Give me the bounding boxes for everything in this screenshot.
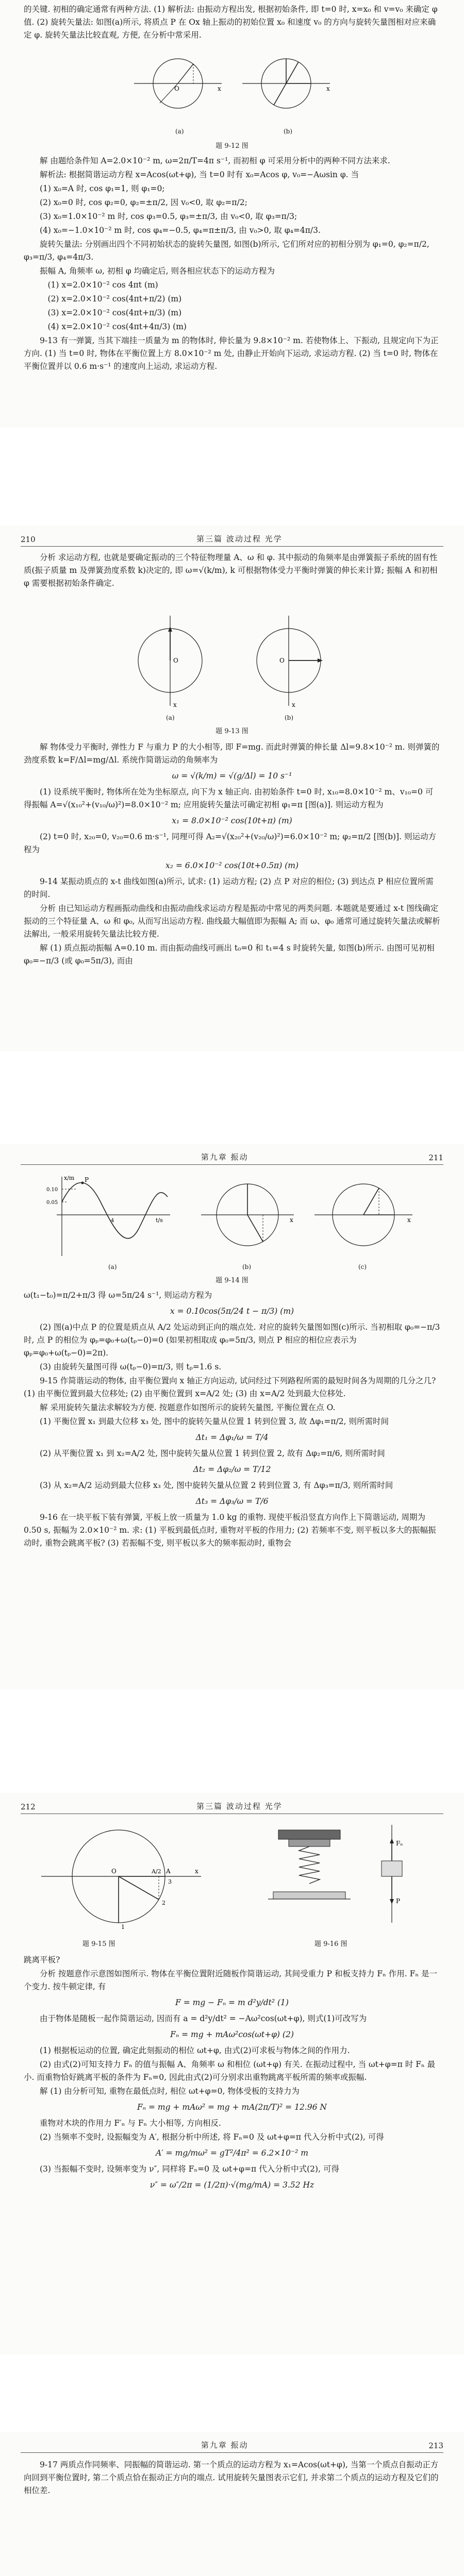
page-number: 212 <box>21 1802 36 1811</box>
paragraph: 由于物体是随板一起作简谐运动, 因而有 a = d²y/dt² = −Aω²cos(ωt+φ), 则式(1)可改写为 <box>40 2014 367 2023</box>
figure-9-15 <box>36 1820 206 1933</box>
paragraph: ω(t₁−t₀)=π/2+π/3 得 ω=5π/24 s⁻¹, 则运动方程为 <box>24 1291 212 1300</box>
figure-9-14 <box>46 1174 418 1261</box>
origin-label: O <box>111 1868 117 1875</box>
paragraph: 重物对木块的作用力 F′ₙ 与 Fₙ 大小相等, 方向相反. <box>40 2119 221 2128</box>
equation: Δt₂ = Δφ₂/ω = T/12 <box>193 1465 271 1474</box>
svg-text:x: x <box>407 1216 411 1224</box>
paragraph: (3) x₀=1.0×10⁻² m 时, cos φ₃=0.5, φ₃=±π/3, 由 v₀<0, 取 φ₃=π/3; <box>40 212 297 221</box>
paragraph: 分析 求运动方程, 也就是要确定振动的三个特征物理量 A、ω 和 φ. 其中振动的角频率是由弹簧振子系统的固有性质(振子质量 m 及弹簧劲度系数 k)决定的, 即 ω=√(k/m), k 可根据物体受力平衡时弹簧的伸长来计算; 振幅 A 和初相 φ 需要根据初始条件确定. <box>24 553 438 588</box>
svg-text:x: x <box>290 1216 293 1224</box>
paragraph: 解 物体受力平衡时, 弹性力 F 与重力 P 的大小相等, 即 F=mg. 而此时弹簧的伸长量 Δl=9.8×10⁻² m. 则弹簧的劲度系数 k=F/Δl=mg/Δl. 系统作简谐运动的角频率为 <box>24 742 440 765</box>
paragraph: 分析 由已知运动方程画振动曲线和由振动曲线求运动方程是振动中常见的两类问题. 本题就是要通过 x-t 图线确定振动的三个特征量 A、ω 和 φ₀, 从而写出运动方程. 曲线最大幅值即为振幅 A; 而 ω、φ₀ 通常可通过旋转矢量法或解析法解出, 一般采用旋转矢量法比较方便. <box>24 904 440 939</box>
problem-9-14: 9-14 某振动质点的 x-t 曲线如图(a)所示, 试求: (1) 运动方程; (2) 点 P 对应的相位; (3) 到达点 P 相应位置所需的时间. <box>24 877 434 899</box>
figure-caption: 题 9-14 图 <box>216 1277 248 1284</box>
force-label: P <box>396 1897 401 1905</box>
paragraph: (1) x₀=A 时, cos φ₁=1, 则 φ₁=0; <box>40 184 165 193</box>
page-header <box>21 530 443 547</box>
figure-caption: 题 9-15 图 <box>82 1940 115 1948</box>
paragraph: (2) x₀=0 时, cos φ₂=0, φ₂=±π/2, 因 v₀<0, 取 φ₂=π/2; <box>40 198 247 207</box>
paragraph: 旋转矢量法: 分别画出四个不同初始状态的旋转矢量图, 如图(b)所示, 它们所对应的初相分别为 φ₁=0, φ₂=π/2, φ₃=π/3, φ₄=4π/3. <box>24 240 429 262</box>
paragraph: (2) 由式(2)可知支持力 Fₙ 的值与振幅 A、角频率 ω 和相位 (ωt+φ) 有关. 在振动过程中, 当 ωt+φ=π 时 Fₙ 最小. 而重物恰好跳离平板的条件为 Fₙ=0, 因此由式(2)可分别求出重物跳离平板所需的频率或振幅. <box>24 2060 436 2082</box>
equation: Δt₁ = Δφ₁/ω = T/4 <box>195 1433 269 1442</box>
subfig-label: (b) <box>284 128 293 135</box>
page-2-body <box>24 741 440 969</box>
paragraph: 振幅 A, 角频率 ω, 初相 φ 均确定后, 则各相应状态下的运动方程为 <box>40 266 275 276</box>
equation-line: (2) x=2.0×10⁻² cos(4πt+π/2) (m) <box>47 294 182 303</box>
figure-caption: 题 9-16 图 <box>314 1940 347 1948</box>
problem-9-16: 9-16 在一块平板下装有弹簧, 平板上放一质量为 1.0 kg 的重物. 现使平板沿竖直方向作上下简谐运动, 周期为 0.50 s, 振幅为 2.0×10⁻² m. 求: (1) 平板到最低点时, 重物对平板的作用力; (2) 若频率不变, 则平板以多大的振幅振动时, 重物会跳离平板? (3) 若振幅不变, 则平板以多大的频率振动时, 重物会 <box>24 1513 436 1548</box>
point-p-label: P <box>85 1176 89 1183</box>
svg-text:x: x <box>218 85 221 92</box>
paragraph: (2) 图(a)中点 P 的位置是质点从 A/2 处运动到正向的端点处. 对应的旋转矢量图如图(c)所示. 当初相取 φ₀=−π/3 时, 点 P 的相位为 φₚ=φ₀+ω(tₚ−0)=0 (如果初相取成 φ₀=5π/3, 则点 P 相应的相位应表示为 φₚ=φ₀+ω(tₚ−0)=2π). <box>24 1323 440 1358</box>
paragraph: 解析法: 根据简谐运动方程 x=Acos(ωt+φ), 当 t=0 时有 x₀=Acos φ, v₀=−Aωsin φ. 当 <box>40 170 359 179</box>
equation: Δt₃ = Δφ₃/ω = T/6 <box>195 1497 269 1506</box>
running-title: 第三篇 波动过程 光学 <box>196 534 283 544</box>
figure-9-16 <box>247 1820 433 1933</box>
problem-9-13: 9-13 有一弹簧, 当其下端挂一质量为 m 的物体时, 伸长量为 9.8×10⁻² m. 若使物体上、下振动, 且规定向下为正方向. (1) 当 t=0 时, 物体在平衡位置上方 8.0×10⁻² m 处, 由静止开始向下运动, 求运动方程. (2) 当 t=0 时, 物体在平衡位置并以 0.6 m·s⁻¹ 的速度向上运动, 求运动方程. <box>24 336 439 371</box>
page-header <box>21 1148 443 1165</box>
page-number: 210 <box>21 535 36 544</box>
tick-label: 0.05 <box>46 1200 58 1206</box>
axis-label: t/s <box>156 1217 163 1224</box>
equation-line: (1) x=2.0×10⁻² cos 4πt (m) <box>47 280 158 290</box>
equation: x = 0.10cos(5π/24 t − π/3) (m) <box>170 1307 294 1316</box>
running-title: 第九章 振动 <box>201 1153 248 1162</box>
subfig-label: (a) <box>166 714 175 721</box>
paragraph: 解 (1) 由分析可知, 重物在最低点时, 相位 ωt+φ=0, 物体受板的支持力为 <box>40 2087 300 2096</box>
page-gap <box>0 1690 464 1793</box>
paragraph: (3) 当振幅不变时, 设频率变为 ν″, 同样将 Fₙ=0 及 ωt+φ=π 代入分析中式(2), 可得 <box>40 2164 339 2174</box>
page-3 <box>0 1144 464 1690</box>
axis-label: x/m <box>64 1175 75 1181</box>
paragraph: 解 (1) 质点振动振幅 A=0.10 m. 而由振动曲线可画出 t₀=0 和 t₁=4 s 时旋转矢量, 如图(b)所示. 由图可见初相 φ₀=−π/3 (或 φ₀=5π/3), 而由 <box>24 943 435 965</box>
tick-label: 4 <box>111 1218 114 1224</box>
figure-caption: 题 9-12 图 <box>216 142 248 150</box>
paragraph: 的关键. 初相的确定通常有两种方法. (1) 解析法: 由振动方程出发, 根据初始条件, 即 t=0 时, x=x₀ 和 v=v₀ 来确定 φ 值. (2) 旋转矢量法: 如图(a)所示, 将质点 P 在 Ox 轴上振动的初始位置 x₀ 和速度 v₀ 的方向与旋转矢量图相对应来确定 φ. 旋转矢量法比较直观, 方便, 在分析中常采用. <box>24 5 438 40</box>
figure-9-12 <box>129 47 335 125</box>
vector-label: 1 <box>121 1924 125 1930</box>
paragraph: (4) x₀=−1.0×10⁻² m 时, cos φ₄=−0.5, φ₄=π±π/3, 由 v₀>0, 取 φ₄=4π/3. <box>40 226 321 235</box>
paragraph: (1) 设系统平衡时, 物体所在处为坐标原点, 向下为 x 轴正向. 由初始条件 t=0 时, x₁₀=8.0×10⁻² m、v₁₀=0 可得振幅 A=√(x₁₀²+(v₁₀/ω)²)=8.0×10⁻² m; 应用旋转矢量法可确定初相 φ₁=π [图(a)]. 则运动方程为 <box>24 787 434 809</box>
svg-text:O: O <box>174 85 179 92</box>
figure-9-14a <box>46 1175 170 1256</box>
axis-label: x <box>195 1868 198 1875</box>
page-5 <box>0 2432 464 2576</box>
figure-9-13 <box>119 613 345 711</box>
page-number: 211 <box>428 1153 443 1162</box>
paragraph: (2) 当频率不变时, 设振幅变为 A′, 根据分析中所述, 将 Fₙ=0 及 ωt+φ=π 代入分析中式(2), 可得 <box>40 2132 384 2142</box>
figure-caption: 题 9-13 图 <box>216 727 248 735</box>
subfig-label: (b) <box>242 1263 252 1270</box>
paragraph: 跳离平板? <box>24 1955 60 1964</box>
point-label: A <box>166 1868 171 1875</box>
page-4-body <box>24 1954 440 2195</box>
equation-line: (3) x=2.0×10⁻² cos(4πt+π/3) (m) <box>47 308 182 317</box>
paragraph: (3) 从 x₂=A/2 运动到最大位移 x₃ 处, 图中旋转矢量从位置 2 转到位置 3, 有 Δφ₃=π/3, 则所需时间 <box>40 1481 393 1490</box>
equation: ν″ = ω″/2π = (1/2π)·√(mg/mA) = 3.52 Hz <box>150 2180 314 2190</box>
svg-text:O: O <box>173 657 178 664</box>
running-title: 第三篇 波动过程 光学 <box>196 1802 283 1811</box>
vector-label: 3 <box>168 1878 172 1885</box>
page-1-body <box>24 155 440 374</box>
paragraph: 解 由题给条件知 A=2.0×10⁻² m, ω=2π/T=4π s⁻¹, 而初相 φ 可采用分析中的两种不同方法来求. <box>40 156 390 165</box>
figure-9-12b <box>242 59 330 108</box>
page-number: 213 <box>428 2441 443 2450</box>
figure-9-12a <box>134 59 222 108</box>
page-gap <box>0 2354 464 2432</box>
svg-text:x: x <box>173 701 177 708</box>
paragraph: (3) 由旋转矢量图可得 ω(tₚ−0)=π/3, 则 tₚ=1.6 s. <box>40 1362 222 1371</box>
subfig-label: (c) <box>358 1263 367 1270</box>
paragraph: 分析 按题意作示意图如图所示. 物体在平衡位置附近随板作简谐运动, 其间受重力 P 和板支持力 Fₙ 作用. Fₙ 是一个变力. 按牛顿定律, 有 <box>24 1969 437 1991</box>
equation: A′ = mg/mω² = gT²/4π² = 6.2×10⁻² m <box>156 2148 308 2158</box>
subfig-label: (a) <box>175 128 184 135</box>
page-2-intro <box>24 551 440 591</box>
equation: x₁ = 8.0×10⁻² cos(10t+π) (m) <box>172 816 292 825</box>
equation-line: (4) x=2.0×10⁻² cos(4πt+4π/3) (m) <box>47 322 187 331</box>
point-label: A/2 <box>152 1868 161 1875</box>
tick-label: 0.10 <box>46 1187 58 1193</box>
equation: Fₙ = mg + mAω² = mg + mA(2π/T)² = 12.96 N <box>137 2103 327 2112</box>
equation: x₂ = 6.0×10⁻² cos(10t+0.5π) (m) <box>165 861 299 870</box>
paragraph: (1) 平衡位置 x₁ 到最大位移 x₃ 处, 图中的旋转矢量从位置 1 转到位置 3, 故 Δφ₁=π/2, 则所需时间 <box>40 1417 389 1426</box>
problem-9-17: 9-17 两质点作同频率、同振幅的简谐运动. 第一个质点的运动方程为 x₁=Acos(ωt+φ), 当第一个质点自振动正方向回到平衡位置时, 第二个质点恰在振动正方向的端点. 试用旋转矢量图表示它们, 并求第二个质点的运动方程及它们的相位差. <box>24 2460 439 2495</box>
page-header <box>21 2436 443 2453</box>
page-2 <box>0 526 464 1051</box>
svg-text:O: O <box>279 657 285 664</box>
page-1-intro <box>24 3 440 43</box>
running-title: 第九章 振动 <box>201 2441 248 2450</box>
figure-9-14c <box>314 1184 412 1246</box>
subfig-label: (b) <box>285 714 294 721</box>
figure-9-14b <box>201 1184 294 1246</box>
equation: ω = √(k/m) = √(g/Δl) = 10 s⁻¹ <box>172 771 292 781</box>
figure-9-13a <box>138 616 202 708</box>
paragraph: (1) 根据板运动的位置, 确定此刻振动的相位 ωt+φ, 由式(2)可求板与物体之间的作用力. <box>40 2046 350 2055</box>
subfig-label: (a) <box>108 1263 117 1270</box>
paragraph: 解 采用旋转矢量法求解较为方便. 按题意作如图所示的旋转矢量图, 平衡位置在点 O. <box>40 1403 336 1412</box>
paragraph: (2) t=0 时, x₂₀=0, v₂₀=0.6 m·s⁻¹, 同理可得 A₂=√(x₂₀²+(v₂₀/ω)²)=6.0×10⁻² m; φ₂=π/2 [图(b)]. 则运动方程为 <box>24 832 436 854</box>
page-4 <box>0 1793 464 2354</box>
vector-label: 2 <box>162 1900 165 1906</box>
page-1 <box>0 0 464 428</box>
problem-9-15: 9-15 作简谐运动的物体, 由平衡位置向 x 轴正方向运动, 试问经过下列路程所需的最短时间各为周期的几分之几? (1) 由平衡位置到最大位移处; (2) 由平衡位置到 x=A/2 处; (3) 由 x=A/2 处到最大位移处. <box>24 1376 436 1398</box>
page-header <box>21 1797 443 1814</box>
page-3-body <box>24 1289 440 1551</box>
page-gap <box>0 428 464 526</box>
equation: Fₙ = mg + mAω²cos(ωt+φ) (2) <box>170 2030 294 2039</box>
page-gap <box>0 1051 464 1144</box>
svg-text:x: x <box>326 85 330 92</box>
paragraph: (2) 从平衡位置 x₁ 到 x₂=A/2 处, 图中旋转矢量从位置 1 转到位置 2, 故有 Δφ₂=π/6, 则所需时间 <box>40 1449 385 1458</box>
force-label: Fₙ <box>396 1840 403 1847</box>
page-5-body <box>24 2459 440 2498</box>
svg-text:x: x <box>292 701 295 708</box>
figure-9-13b <box>257 616 323 708</box>
equation: F = mg − Fₙ = m d²y/dt² (1) <box>175 1998 289 2007</box>
